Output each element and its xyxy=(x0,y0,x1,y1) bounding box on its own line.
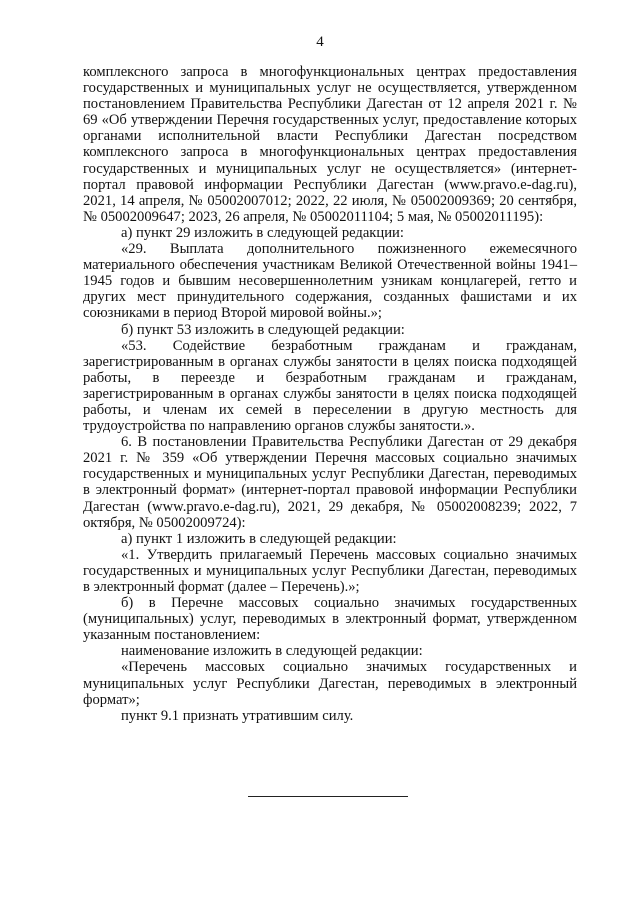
paragraph-item-a-1: а) пункт 1 изложить в следующей редакции: xyxy=(121,530,397,547)
paragraph-section-6: 6. В постановлении Правительства Республики Дагестан от 29 декабря 2021 г. № 359 «Об утверждении Перечня массовых социально значимых государственных и муниципальных услуг Республики Дагестан, переводимых в электронный формат» (интернет-портал правовой информации Республики Дагестан (www.pravo.e-dag.ru), 2021, 29 декабря, № 05002008239; 2022, 7 октября, № 05002009724): xyxy=(83,434,577,531)
paragraph-quote-1: «1. Утвердить прилагаемый Перечень массовых социально значимых государственных и муниципальных услуг Республики Дагестан, переводимых в электронный формат (далее – Перечень).»; xyxy=(83,546,577,595)
paragraph-title-change: наименование изложить в следующей редакции: xyxy=(121,643,423,660)
paragraph-quote-53: «53. Содействие безработным гражданам и гражданам, зарегистрированным в органах службы занятости в целях поиска подходящей работы, в переезде и безработным гражданам и гражданам, зарегистрированным в органах службы занятости в целях поиска подходящей работы, и членам их семей в переселении в другую местность для трудоустройства по направлению органов службы занятости.». xyxy=(83,337,577,435)
paragraph-preamble: комплексного запроса в многофункциональных центрах предоставления государственных и муниципальных услуг не осуществляется, утвержденном постановлением Правительства Республики Дагестан от 12 апреля 2021 г. № 69 «Об утверждении Перечня государственных услуг, предоставление которых органами исполнительной власти Республики Дагестан посредством комплексного запроса в многофункциональных центрах предоставления государственных и муниципальных услуг не осуществляется» (интернет-портал правовой информации Республики Дагестан (www.pravo.e-dag.ru), 2021, 14 апреля, № 05002007012; 2022, 22 июля, № 05002009369; 20 сентября, № 05002009647; 2023, 26 апреля, № 05002011104; 5 мая, № 05002011195): xyxy=(83,64,577,225)
paragraph-repeal-9-1: пункт 9.1 признать утратившим силу. xyxy=(121,707,354,724)
paragraph-item-a-29: а) пункт 29 изложить в следующей редакции: xyxy=(121,224,404,241)
paragraph-item-b-list: б) в Перечне массовых социально значимых государственных (муниципальных) услуг, переводимых в электронный формат, утвержденном указанным постановлением: xyxy=(83,595,577,644)
page-number: 4 xyxy=(316,34,324,50)
paragraph-quote-title: «Перечень массовых социально значимых государственных и муниципальных услуг Республики Дагестан, переводимых в электронный формат»; xyxy=(83,659,577,708)
document-body xyxy=(83,64,577,724)
closing-rule xyxy=(248,796,408,797)
paragraph-item-b-53: б) пункт 53 изложить в следующей редакции: xyxy=(121,321,405,338)
paragraph-quote-29: «29. Выплата дополнительного пожизненного ежемесячного материального обеспечения участникам Великой Отечественной войны 1941–1945 годов и бывшим несовершеннолетним узникам концлагерей, гетто и других мест принудительного содержания, созданных фашистами и их союзниками в период Второй мировой войны.»; xyxy=(83,241,577,322)
